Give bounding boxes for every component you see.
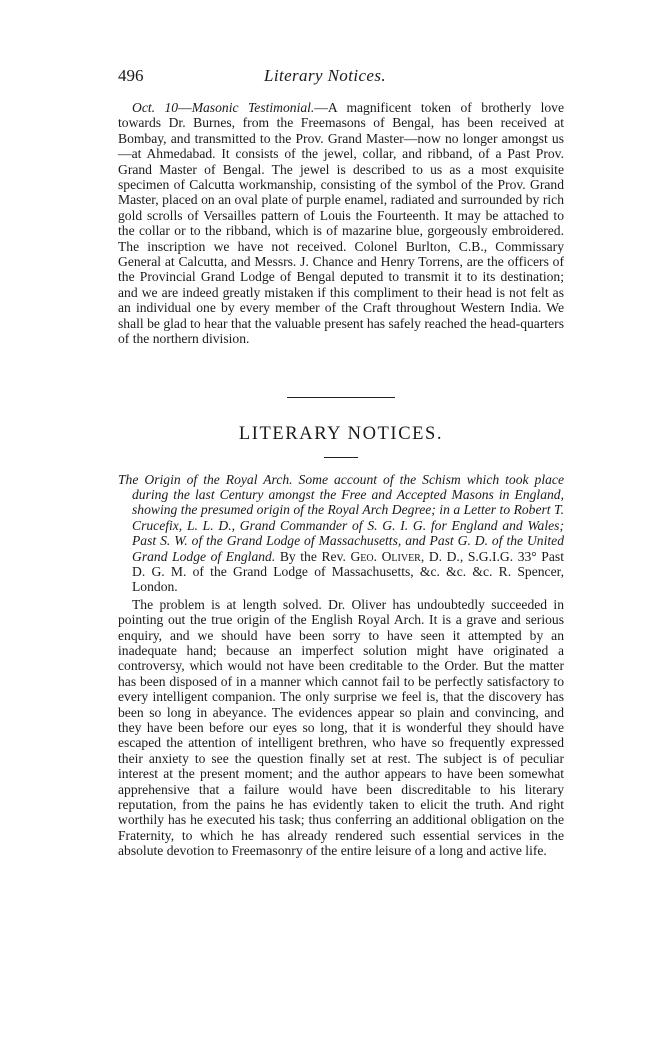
book-title: The Origin of the Royal Arch. Some account of the Schism which took place during the last Century amongst the Free and Accepted Masons in England, showing the presumed origin of the Royal Arch Degree; in a Letter to Robert T. Crucefix, L. L. D., Grand Commander of S. G. I. G. for England and Wales; Past S. W. of the Grand Lodge of Massachusetts, and Past G. D. of the United Grand Lodge of England.	[118, 471, 564, 564]
book-entry	[118, 472, 564, 595]
testimonial-paragraph	[118, 100, 564, 347]
page-number: 496	[118, 66, 144, 85]
section-title: LITERARY NOTICES.	[238, 423, 444, 444]
page-header	[118, 66, 564, 94]
testimonial-text: —A magnificent token of brotherly love towards Dr. Burnes, from the Freemasons of Bengal, has been received at Bombay, and transmitted to the Prov. Grand Master—now no longer amongst us—at Ahmedabad. It consists of the jewel, collar, and ribband, of a Past Prov. Grand Master of Bengal. The jewel is described to us as a most exquisite specimen of Calcutta workmanship, consisting of the symbol of the Prov. Grand Master, placed on an oval plate of purple enamel, radiated and surrounded by rich gold scrolls of Versailles pattern of Louis the Fourteenth. It may be attached to the collar or to the ribband, which is of mazarine blue, gorgeously embroidered. The inscription we have not received. Colonel Burlton, C.B., Commissary General at Calcutta, and Messrs. J. Chance and Henry Torrens, are the officers of the Provincial Grand Lodge of Bengal deputed to transmit it to its destination; and we are indeed greatly mistaken if this compliment to their head is not felt as an individual one by every member of the Craft throughout Western India. We shall be glad to hear that the valuable present has safely reached the head-quarters of the northern division.	[118, 100, 564, 347]
page-content	[118, 66, 564, 859]
testimonial-date: Oct. 10	[132, 100, 179, 115]
testimonial-heading: Masonic Testimonial.	[191, 100, 315, 115]
running-title: Literary Notices.	[264, 66, 387, 85]
section-divider-short	[324, 457, 358, 458]
section-divider-long	[287, 397, 395, 398]
book-by: By the Rev.	[279, 548, 346, 564]
book-details: S.G.I.G. 33° Past D. G. M. of the Grand Lodge of Massachusetts, &c. &c. &c. R. Spencer, London.	[132, 548, 564, 595]
testimonial-dash: —	[178, 100, 192, 115]
review-paragraph: The problem is at length solved. Dr. Oliver has undoubtedly succeeded in pointing out the true origin of the English Royal Arch. It is a grave and serious enquiry, and we should have been sorry to have seen it attempted by an inadequate hand; because an imperfect solution might have originated a controversy, which would not have been creditable to the Order. But the matter has been disposed of in a manner which cannot fail to be perfectly satisfactory to every intelligent companion. The only surprise we feel is, that the discovery has been so long in abeyance. The evidences appear so plain and convincing, and they have been before our eyes so long, that it is wonderful they should have escaped the attention of intelligent brethren, who have so frequently expressed their anxiety to see the question finally set at rest. The subject is of peculiar interest at the present moment; and the author appears to have been somewhat apprehensive that a failure would have been discreditable to his literary reputation, from the pains he has evidently taken to elicit the truth. And right worthily has he executed his task; thus conferring an additional obligation on the Fraternity, to which he has already rendered such essential services in the absolute devotion to Freemasonry of the entire leisure of a long and active life.	[118, 596, 564, 859]
book-author: Geo. Oliver, D. D.,	[350, 548, 464, 564]
